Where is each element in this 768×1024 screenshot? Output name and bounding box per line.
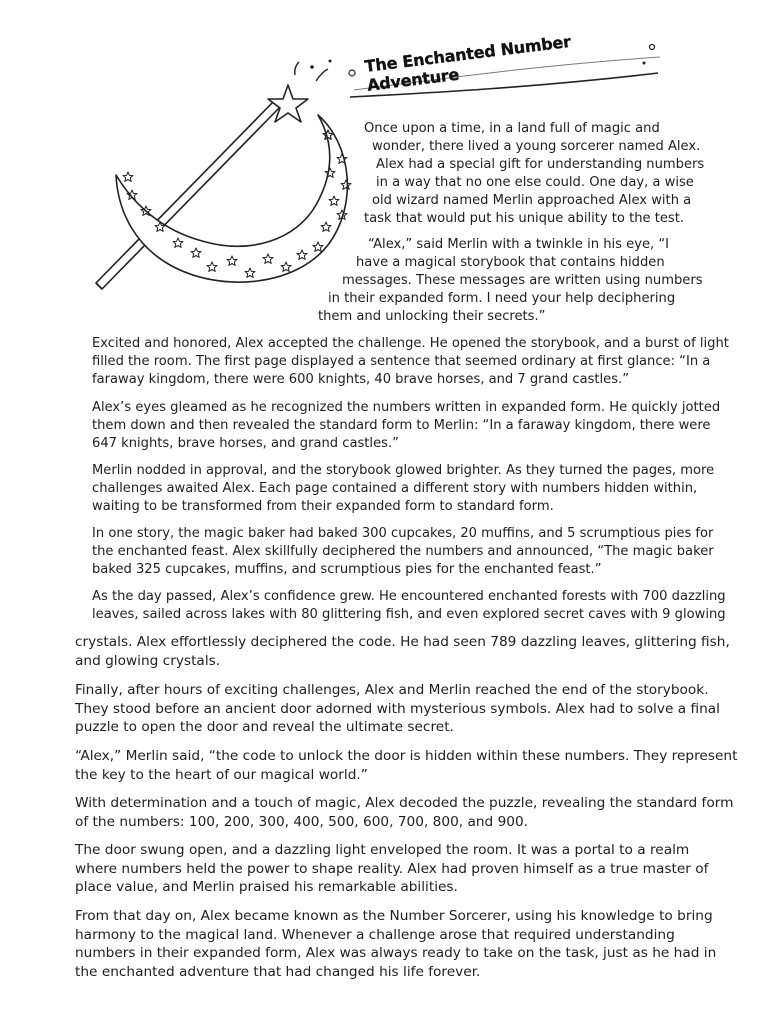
title-banner — [340, 31, 670, 105]
text-line: faraway kingdom, there were 600 knights, 40 brave horses, and 7 grand castles.” — [92, 372, 630, 387]
text-line: Merlin nodded in approval, and the storybook glowed brighter. As they turned the pages, more — [92, 463, 715, 478]
text-line: wonder, there lived a young sorcerer named Alex. — [372, 139, 701, 154]
text-line: challenges awaited Alex. Each page contained a different story with numbers hidden within, — [92, 481, 698, 496]
paragraph-more-challenges — [92, 462, 714, 516]
text-line: task that would put his unique ability to the test. — [364, 211, 685, 226]
paragraph-crystals — [75, 633, 730, 670]
text-line: numbers in their expanded form, Alex was always ready to take on the task, just as he had in — [75, 945, 717, 962]
paragraph-merlin-code — [75, 747, 737, 784]
text-line: “Alex,” Merlin said, “the code to unlock the door is hidden within these numbers. They represent — [75, 748, 738, 764]
text-line: waiting to be transformed from their expanded form to standard form. — [92, 499, 554, 514]
text-line: In one story, the magic baker had baked 300 cupcakes, 20 muffins, and 5 scrumptious pies for — [92, 526, 714, 541]
text-line: have a magical storybook that contains hidden — [356, 255, 665, 270]
text-line: messages. These messages are written using numbers — [342, 273, 703, 288]
text-line: Finally, after hours of exciting challenges, Alex and Merlin reached the end of the storybook. — [75, 682, 709, 698]
text-line: filled the room. The first page displayed a sentence that seemed ordinary at first glance: “In a — [92, 354, 711, 369]
text-line: Alex had a special gift for understanding numbers — [376, 157, 705, 172]
text-line: in a way that no one else could. One day, a wise — [376, 175, 694, 190]
paragraph-door-opened — [75, 841, 708, 897]
text-line: them down and then revealed the standard form to Merlin: “In a faraway kingdom, there were — [92, 418, 711, 433]
text-line: Excited and honored, Alex accepted the challenge. He opened the storybook, and a burst of light — [92, 336, 729, 351]
text-line: and glowing crystals. — [75, 652, 221, 669]
paragraph-first-solution — [92, 399, 720, 453]
paragraph-merlin-speech — [318, 236, 703, 326]
text-line: where numbers held the power to shape reality. Alex had proven himself as a true master of — [75, 860, 709, 877]
text-line: crystals. Alex effortlessly deciphered the code. He had seen 789 dazzling leaves, glittering fish, — [75, 634, 730, 650]
text-line: the enchanted adventure that had changed his life forever. — [75, 964, 481, 981]
text-line: As the day passed, Alex’s confidence grew. He encountered enchanted forests with 700 dazzling — [92, 589, 726, 604]
text-line: baked 325 cupcakes, muffins, and scrumptious pies for the enchanted feast.” — [92, 562, 602, 577]
page-title: The Enchanted Number Adventure — [363, 31, 572, 95]
text-line: place value, and Merlin praised his remarkable abilities. — [75, 879, 458, 896]
text-line: The door swung open, and a dazzling light enveloped the room. It was a portal to a realm — [75, 842, 690, 858]
text-line: 647 knights, brave horses, and grand castles.” — [92, 436, 399, 451]
text-line: in their expanded form. I need your help deciphering — [328, 291, 676, 306]
text-line: the key to the heart of our magical world.” — [75, 766, 368, 783]
paragraph-challenge-accepted — [92, 335, 729, 389]
text-line: of the numbers: 100, 200, 300, 400, 500, 600, 700, 800, and 900. — [75, 813, 529, 830]
text-line: harmony to the magical land. Whenever a challenge arose that required understanding — [75, 926, 675, 943]
text-line: From that day on, Alex became known as the Number Sorcerer, using his knowledge to bring — [75, 908, 713, 924]
text-line: Alex’s eyes gleamed as he recognized the numbers written in expanded form. He quickly jotted — [92, 400, 721, 415]
text-line: old wizard named Merlin approached Alex with a — [372, 193, 692, 208]
paragraph-intro — [364, 120, 704, 228]
paragraph-puzzle-decoded — [75, 794, 733, 831]
paragraph-baker-story — [92, 525, 714, 579]
text-line: “Alex,” said Merlin with a twinkle in his eye, “I — [368, 237, 669, 252]
text-line: They stood before an ancient door adorned with mysterious symbols. Alex had to solve a final — [75, 700, 720, 717]
paragraph-ancient-door — [75, 681, 720, 737]
paragraph-ending — [75, 907, 716, 982]
text-line: puzzle to open the door and reveal the ultimate secret. — [75, 719, 454, 736]
text-line: With determination and a touch of magic, Alex decoded the puzzle, revealing the standard form — [75, 795, 734, 811]
text-line: them and unlocking their secrets.” — [318, 309, 546, 324]
text-line: leaves, sailed across lakes with 80 glittering fish, and even explored secret caves with 9 glowing — [92, 607, 726, 622]
paragraph-confidence — [92, 588, 726, 624]
text-line: the enchanted feast. Alex skillfully deciphered the numbers and announced, “The magic baker — [92, 544, 714, 559]
text-line: Once upon a time, in a land full of magic and — [364, 121, 660, 136]
